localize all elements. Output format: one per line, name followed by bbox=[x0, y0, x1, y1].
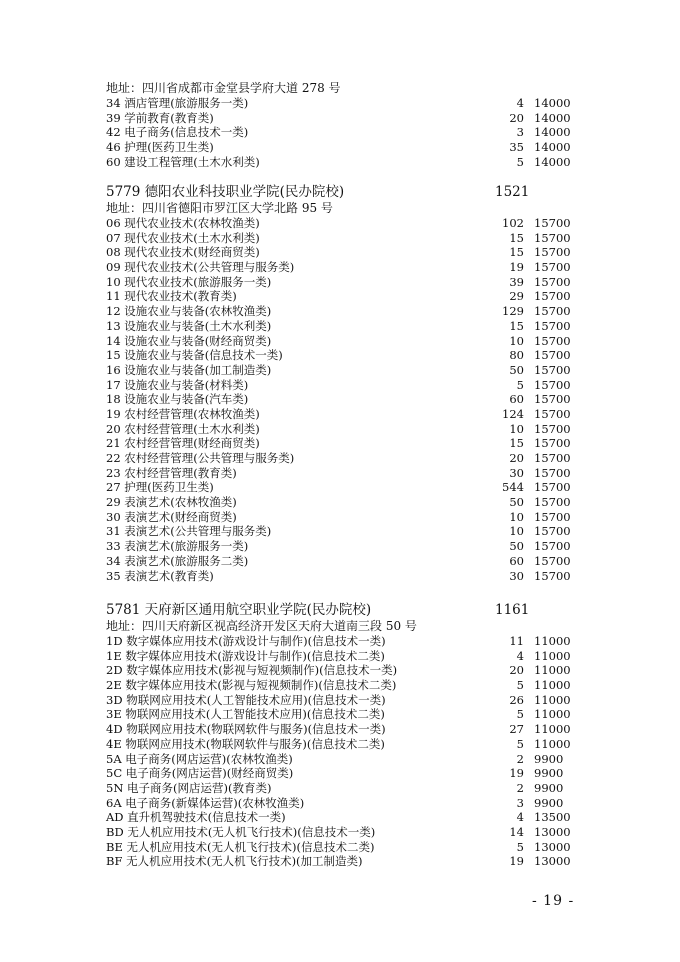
program-name: 31 表演艺术(公共管理与服务类) bbox=[106, 524, 272, 539]
enrollment-plan: 20 bbox=[509, 451, 524, 465]
enrollment-plan: 35 bbox=[509, 140, 524, 155]
school-section-5781 bbox=[106, 601, 576, 869]
enrollment-plan: 11 bbox=[509, 634, 524, 648]
table-row bbox=[106, 319, 576, 334]
program-name: 12 设施农业与装备(农林牧渔类) bbox=[106, 304, 272, 319]
program-name: 06 现代农业技术(农林牧渔类) bbox=[106, 216, 260, 230]
table-row bbox=[106, 304, 576, 319]
program-name: 17 设施农业与装备(材料类) bbox=[106, 377, 249, 392]
tuition-fee: 13000 bbox=[534, 839, 571, 854]
enrollment-plan: 10 bbox=[509, 509, 524, 524]
enrollment-plan: 50 bbox=[509, 495, 524, 510]
enrollment-plan: 4 bbox=[516, 96, 524, 110]
enrollment-plan: 15 bbox=[509, 318, 524, 333]
enrollment-plan: 19 bbox=[509, 854, 524, 869]
school-address: 地址：四川省德阳市罗江区大学北路 95 号 bbox=[106, 201, 333, 215]
table-row bbox=[106, 825, 576, 840]
school-total: 1521 bbox=[495, 184, 530, 200]
program-name: 4D 物联网应用技术(物联网软件与服务)(信息技术一类) bbox=[106, 722, 386, 737]
program-name: 14 设施农业与装备(财经商贸类) bbox=[106, 333, 272, 348]
program-name: BD 无人机应用技术(无人机飞行技术)(信息技术一类) bbox=[106, 824, 376, 839]
table-row bbox=[106, 289, 576, 304]
table-row bbox=[106, 480, 576, 495]
enrollment-plan: 50 bbox=[509, 362, 524, 377]
table-row bbox=[106, 752, 576, 767]
program-name: 13 设施农业与装备(土木水利类) bbox=[106, 318, 272, 333]
table-row bbox=[106, 140, 576, 155]
tuition-fee: 15700 bbox=[534, 480, 571, 495]
tuition-fee: 15700 bbox=[534, 436, 571, 451]
program-name: 2D 数字媒体应用技术(影视与短视频制作)(信息技术一类) bbox=[106, 663, 398, 678]
program-name: 60 建设工程管理(土木水利类) bbox=[106, 154, 260, 169]
program-name: 10 现代农业技术(旅游服务一类) bbox=[106, 274, 272, 289]
school-total: 1161 bbox=[495, 602, 530, 618]
program-name: 34 酒店管理(旅游服务一类) bbox=[106, 96, 249, 110]
enrollment-plan: 102 bbox=[502, 216, 524, 230]
program-name: 4E 物联网应用技术(物联网软件与服务)(信息技术二类) bbox=[106, 736, 385, 751]
tuition-fee: 11000 bbox=[534, 692, 571, 707]
program-name: 18 设施农业与装备(汽车类) bbox=[106, 392, 249, 407]
enrollment-plan: 10 bbox=[509, 524, 524, 539]
program-list bbox=[106, 216, 576, 583]
school-address: 地址：四川天府新区视高经济开发区天府大道南三段 50 号 bbox=[106, 619, 417, 633]
enrollment-plan: 129 bbox=[502, 304, 524, 319]
enrollment-plan: 2 bbox=[516, 780, 524, 795]
enrollment-plan: 60 bbox=[509, 392, 524, 407]
table-row bbox=[106, 466, 576, 481]
program-name: 19 农村经营管理(农林牧渔类) bbox=[106, 406, 260, 421]
table-row bbox=[106, 260, 576, 275]
tuition-fee: 15700 bbox=[534, 230, 571, 245]
table-row bbox=[106, 554, 576, 569]
school-header bbox=[106, 183, 576, 201]
enrollment-plan: 39 bbox=[509, 274, 524, 289]
school-header bbox=[106, 601, 576, 619]
table-row bbox=[106, 216, 576, 231]
enrollment-plan: 80 bbox=[509, 348, 524, 363]
tuition-fee: 15700 bbox=[534, 333, 571, 348]
enrollment-plan: 20 bbox=[509, 663, 524, 678]
program-name: 20 农村经营管理(土木水利类) bbox=[106, 421, 260, 436]
enrollment-plan: 5 bbox=[516, 377, 524, 392]
program-list bbox=[106, 96, 576, 169]
school-address: 地址：四川省成都市金堂县学府大道 278 号 bbox=[106, 81, 341, 95]
table-row bbox=[106, 436, 576, 451]
table-row bbox=[106, 796, 576, 811]
table-row bbox=[106, 495, 576, 510]
table-row bbox=[106, 737, 576, 752]
table-row bbox=[106, 634, 576, 649]
tuition-fee: 15700 bbox=[534, 362, 571, 377]
table-row bbox=[106, 524, 576, 539]
enrollment-plan: 544 bbox=[502, 480, 524, 495]
tuition-fee: 15700 bbox=[534, 289, 571, 304]
enrollment-plan: 15 bbox=[509, 230, 524, 245]
program-name: 39 学前教育(教育类) bbox=[106, 110, 214, 125]
tuition-fee: 11000 bbox=[534, 634, 571, 648]
table-row bbox=[106, 422, 576, 437]
table-row bbox=[106, 569, 576, 584]
enrollment-plan: 19 bbox=[509, 766, 524, 781]
enrollment-plan: 60 bbox=[509, 553, 524, 568]
school-name: 5781 天府新区通用航空职业学院(民办院校) bbox=[106, 602, 372, 618]
tuition-fee: 13000 bbox=[534, 824, 571, 839]
program-name: 16 设施农业与装备(加工制造类) bbox=[106, 362, 272, 377]
school-name: 5779 德阳农业科技职业学院(民办院校) bbox=[106, 184, 345, 200]
tuition-fee: 11000 bbox=[534, 648, 571, 663]
table-row bbox=[106, 722, 576, 737]
tuition-fee: 15700 bbox=[534, 304, 571, 319]
table-row bbox=[106, 407, 576, 422]
table-row bbox=[106, 378, 576, 393]
enrollment-plan: 4 bbox=[516, 810, 524, 825]
table-row bbox=[106, 649, 576, 664]
enrollment-plan: 124 bbox=[502, 406, 524, 421]
program-name: 5A 电子商务(网店运营)(农林牧渔类) bbox=[106, 751, 293, 766]
table-row bbox=[106, 155, 576, 170]
program-name: 22 农村经营管理(公共管理与服务类) bbox=[106, 451, 295, 465]
tuition-fee: 11000 bbox=[534, 707, 571, 722]
table-row bbox=[106, 678, 576, 693]
tuition-fee: 14000 bbox=[534, 110, 571, 125]
table-row bbox=[106, 245, 576, 260]
program-name: 27 护理(医药卫生类) bbox=[106, 480, 214, 495]
program-name: 21 农村经营管理(财经商贸类) bbox=[106, 436, 260, 451]
enrollment-plan: 5 bbox=[516, 839, 524, 854]
tuition-fee: 13500 bbox=[534, 810, 571, 825]
table-row bbox=[106, 707, 576, 722]
program-name: 15 设施农业与装备(信息技术一类) bbox=[106, 348, 283, 363]
tuition-fee: 11000 bbox=[534, 722, 571, 737]
table-row bbox=[106, 392, 576, 407]
table-row bbox=[106, 854, 576, 869]
enrollment-plan: 10 bbox=[509, 333, 524, 348]
program-name: 30 表演艺术(财经商贸类) bbox=[106, 509, 237, 524]
enrollment-plan: 29 bbox=[509, 289, 524, 304]
tuition-fee: 9900 bbox=[534, 780, 564, 795]
enrollment-plan: 3 bbox=[516, 795, 524, 810]
enrollment-plan: 5 bbox=[516, 736, 524, 751]
school-section-5779 bbox=[106, 183, 576, 583]
tuition-fee: 15700 bbox=[534, 348, 571, 363]
table-row bbox=[106, 810, 576, 825]
enrollment-plan: 5 bbox=[516, 707, 524, 722]
enrollment-plan: 15 bbox=[509, 436, 524, 451]
page-number: - 19 - bbox=[532, 893, 575, 909]
tuition-fee: 11000 bbox=[534, 663, 571, 678]
enrollment-plan: 27 bbox=[509, 722, 524, 737]
tuition-fee: 11000 bbox=[534, 678, 571, 693]
table-row bbox=[106, 766, 576, 781]
program-name: 1D 数字媒体应用技术(游戏设计与制作)(信息技术一类) bbox=[106, 634, 386, 648]
table-row bbox=[106, 693, 576, 708]
program-name: 2E 数字媒体应用技术(影视与短视频制作)(信息技术二类) bbox=[106, 678, 397, 693]
tuition-fee: 15700 bbox=[534, 406, 571, 421]
program-list bbox=[106, 634, 576, 869]
enrollment-plan: 10 bbox=[509, 421, 524, 436]
table-row bbox=[106, 348, 576, 363]
enrollment-plan: 30 bbox=[509, 568, 524, 583]
program-name: 42 电子商务(信息技术一类) bbox=[106, 125, 249, 140]
enrollment-plan: 26 bbox=[509, 692, 524, 707]
program-name: 35 表演艺术(教育类) bbox=[106, 568, 214, 583]
table-row bbox=[106, 111, 576, 126]
enrollment-plan: 4 bbox=[516, 648, 524, 663]
program-name: 08 现代农业技术(财经商贸类) bbox=[106, 245, 260, 260]
tuition-fee: 14000 bbox=[534, 140, 571, 155]
enrollment-plan: 30 bbox=[509, 465, 524, 480]
tuition-fee: 15700 bbox=[534, 421, 571, 436]
tuition-fee: 13000 bbox=[534, 854, 571, 869]
tuition-fee: 15700 bbox=[534, 274, 571, 289]
tuition-fee: 11000 bbox=[534, 736, 571, 751]
program-name: BF 无人机应用技术(无人机飞行技术)(加工制造类) bbox=[106, 854, 363, 869]
tuition-fee: 9900 bbox=[534, 751, 564, 766]
tuition-fee: 14000 bbox=[534, 154, 571, 169]
enrollment-plan: 15 bbox=[509, 245, 524, 260]
program-name: 5C 电子商务(网店运营)(财经商贸类) bbox=[106, 766, 294, 781]
table-row bbox=[106, 451, 576, 466]
tuition-fee: 15700 bbox=[534, 568, 571, 583]
tuition-fee: 9900 bbox=[534, 766, 564, 781]
table-row bbox=[106, 510, 576, 525]
enrollment-plan: 20 bbox=[509, 110, 524, 125]
table-row bbox=[106, 781, 576, 796]
program-name: 46 护理(医药卫生类) bbox=[106, 140, 214, 155]
tuition-fee: 15700 bbox=[534, 245, 571, 260]
tuition-fee: 15700 bbox=[534, 539, 571, 554]
program-name: 09 现代农业技术(公共管理与服务类) bbox=[106, 260, 295, 275]
tuition-fee: 15700 bbox=[534, 495, 571, 510]
enrollment-plan: 3 bbox=[516, 125, 524, 140]
program-name: 3D 物联网应用技术(人工智能技术应用)(信息技术一类) bbox=[106, 692, 386, 707]
table-row bbox=[106, 275, 576, 290]
table-row bbox=[106, 125, 576, 140]
tuition-fee: 15700 bbox=[534, 553, 571, 568]
program-name: 5N 电子商务(网店运营)(教育类) bbox=[106, 780, 272, 795]
table-row bbox=[106, 840, 576, 855]
table-row bbox=[106, 231, 576, 246]
program-name: 34 表演艺术(旅游服务二类) bbox=[106, 553, 249, 568]
program-name: 3E 物联网应用技术(人工智能技术应用)(信息技术二类) bbox=[106, 707, 385, 722]
tuition-fee: 15700 bbox=[534, 318, 571, 333]
tuition-fee: 15700 bbox=[534, 509, 571, 524]
tuition-fee: 14000 bbox=[534, 125, 571, 140]
enrollment-plan: 50 bbox=[509, 539, 524, 554]
program-name: AD 直升机驾驶技术(信息技术一类) bbox=[106, 810, 286, 825]
program-name: 07 现代农业技术(土木水利类) bbox=[106, 230, 260, 245]
program-name: 1E 数字媒体应用技术(游戏设计与制作)(信息技术二类) bbox=[106, 648, 385, 663]
program-name: BE 无人机应用技术(无人机飞行技术)(信息技术二类) bbox=[106, 839, 375, 854]
program-name: 11 现代农业技术(教育类) bbox=[106, 289, 237, 304]
tuition-fee: 15700 bbox=[534, 465, 571, 480]
program-name: 6A 电子商务(新媒体运营)(农林牧渔类) bbox=[106, 795, 305, 810]
enrollment-plan: 2 bbox=[516, 751, 524, 766]
tuition-fee: 14000 bbox=[534, 96, 571, 110]
table-row bbox=[106, 539, 576, 554]
enrollment-plan: 5 bbox=[516, 678, 524, 693]
table-row bbox=[106, 334, 576, 349]
tuition-fee: 15700 bbox=[534, 524, 571, 539]
tuition-fee: 15700 bbox=[534, 216, 571, 230]
tuition-fee: 15700 bbox=[534, 392, 571, 407]
program-name: 23 农村经营管理(教育类) bbox=[106, 465, 237, 480]
program-name: 29 表演艺术(农林牧渔类) bbox=[106, 495, 237, 510]
enrollment-plan: 19 bbox=[509, 260, 524, 275]
enrollment-plan: 5 bbox=[516, 154, 524, 169]
tuition-fee: 15700 bbox=[534, 451, 571, 465]
tuition-fee: 15700 bbox=[534, 377, 571, 392]
table-row bbox=[106, 363, 576, 378]
tuition-fee: 15700 bbox=[534, 260, 571, 275]
enrollment-plan: 14 bbox=[509, 824, 524, 839]
program-name: 33 表演艺术(旅游服务一类) bbox=[106, 539, 249, 554]
school-section-jintang bbox=[106, 81, 576, 169]
tuition-fee: 9900 bbox=[534, 795, 564, 810]
table-row bbox=[106, 96, 576, 111]
table-row bbox=[106, 663, 576, 678]
